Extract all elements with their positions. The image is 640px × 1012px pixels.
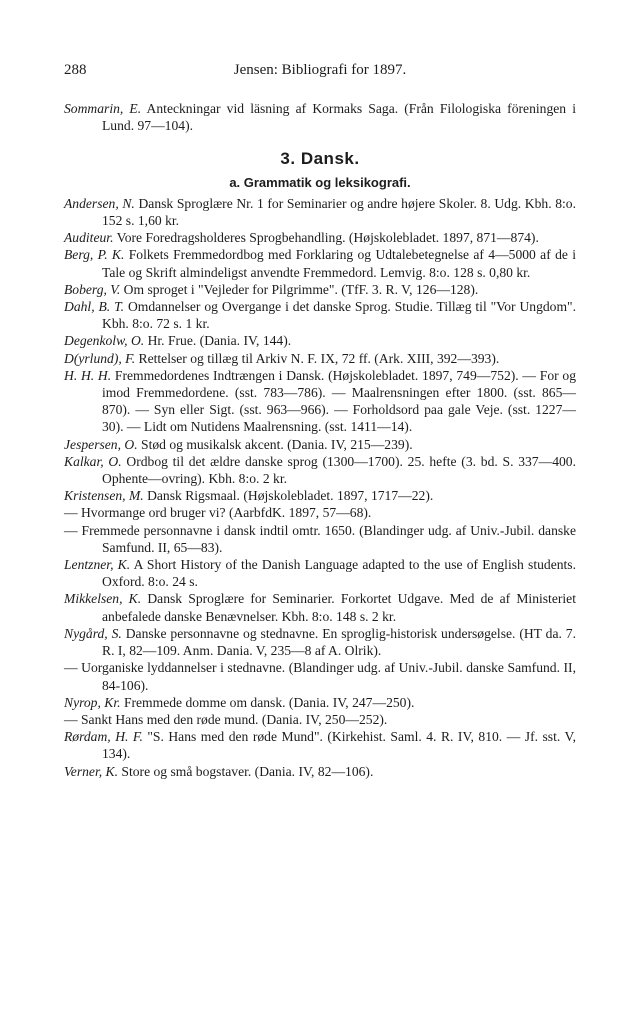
bibliography-entry <box>64 436 576 453</box>
bibliography-entry <box>64 350 576 367</box>
entry-text: Rettelser og tillæg til Arkiv N. F. IX, 72 ff. (Ark. XIII, 392—393). <box>138 350 500 366</box>
entry-text: — Uorganiske lyddannelser i stednavne. (Blandinger udg. af Univ.-Jubil. danske Samfund. II, 84-106). <box>64 660 576 693</box>
bibliography-entry <box>64 246 576 280</box>
entry-author: Sommarin, E. <box>64 101 142 116</box>
bibliography-entry <box>64 504 576 521</box>
bibliography-entry <box>64 100 576 134</box>
running-title: Jensen: Bibliografi for 1897. <box>233 62 407 78</box>
entry-text: A Short History of the Danish Language adapted to the use of English students. Oxford. 8:o. 24 s. <box>102 557 576 590</box>
bibliography-entry <box>64 298 576 332</box>
entry-text: Anteckningar vid läsning af Kormaks Saga. (Från Filologiska föreningen i Lund. 97—104). <box>102 101 576 134</box>
entry-text: Om sproget i "Vejleder for Pilgrimme". (TfF. 3. R. V, 126—128). <box>123 281 479 297</box>
entry-author: Berg, P. K. <box>64 247 125 263</box>
entry-author: Jespersen, O. <box>64 436 138 452</box>
entry-text: Vore Foredragsholderes Sprogbehandling. (Højskolebladet. 1897, 871—874). <box>116 230 539 246</box>
entry-author: Andersen, N. <box>64 195 135 211</box>
bibliography-entry <box>64 711 576 728</box>
intro-entries <box>64 100 576 134</box>
entry-text: Dansk Sproglære for Seminarier. Forkortet Udgave. Med de af Ministeriet anbefalede danske Benævnelser. Kbh. 8:o. 148 s. 2 kr. <box>102 591 576 624</box>
entry-author: Kristensen, M. <box>64 488 144 504</box>
entry-author: Mikkelsen, K. <box>64 591 142 607</box>
entry-author: Nyrop, Kr. <box>64 694 121 710</box>
entry-text: Stød og musikalsk akcent. (Dania. IV, 215—239). <box>141 436 413 452</box>
entry-text: Ordbog til det ældre danske sprog (1300—1700). 25. hefte (3. bd. S. 337—400. Ophente—ovring). Kbh. 8:o. 2 kr. <box>102 453 576 487</box>
entry-text: Fremmede domme om dansk. (Dania. IV, 247—250). <box>123 694 415 710</box>
entry-text: Hr. Frue. (Dania. IV, 144). <box>147 333 292 349</box>
entry-text: Dansk Rigsmaal. (Højskolebladet. 1897, 1717—22). <box>147 488 434 504</box>
bibliography-entry <box>64 556 576 590</box>
entry-author: Boberg, V. <box>64 281 121 297</box>
entry-author: Degenkolw, O. <box>64 333 145 349</box>
section-title: 3. Dansk. <box>280 149 360 169</box>
entry-author: Nygård, S. <box>64 625 122 641</box>
entry-text: Store og små bogstaver. (Dania. IV, 82—106). <box>121 763 374 779</box>
bibliography-entry <box>64 728 576 762</box>
bibliography-entry <box>64 625 576 659</box>
subsection-title: a. Grammatik og leksikografi. <box>229 174 411 190</box>
page-number: 288 <box>64 62 87 78</box>
bibliography-entry <box>64 229 576 246</box>
entry-text: Omdannelser og Overgange i det danske Sprog. Studie. Tillæg til "Vor Ungdom". Kbh. 8:o. 72 s. 1 kr. <box>102 299 576 332</box>
bibliography-entry <box>64 281 576 298</box>
bibliography-entries <box>64 195 576 780</box>
page-content <box>64 100 576 780</box>
entry-author: Lentzner, K. <box>64 557 131 573</box>
entry-text: Folkets Fremmedordbog med Forklaring og Udtalebetegnelse af 4—5000 af de i Tale og Skrift almindeligst anvendte Fremmedord. Lemvig. 8:o. 128 s. 0,80 kr. <box>102 247 577 280</box>
entry-author: D(yrlund), F. <box>64 350 136 366</box>
bibliography-entry <box>64 763 576 780</box>
entry-author: Dahl, B. T. <box>64 299 125 315</box>
entry-text: — Fremmede personnavne i dansk indtil omtr. 1650. (Blandinger udg. af Univ.-Jubil. danske Samfund. II, 65—83). <box>64 522 576 555</box>
bibliography-entry <box>64 195 576 229</box>
bibliography-entry <box>64 590 576 624</box>
bibliography-entry <box>64 487 576 504</box>
entry-text: "S. Hans med den røde Mund". (Kirkehist. Saml. 4. R. IV, 810. — Jf. sst. V, 134). <box>102 729 576 762</box>
entry-author: Verner, K. <box>64 763 118 779</box>
entry-author: Rørdam, H. F. <box>64 729 143 745</box>
entry-author: Kalkar, O. <box>64 453 122 469</box>
bibliography-entry <box>64 522 576 556</box>
entry-author: H. H. H. <box>64 367 112 383</box>
entry-author: Auditeur. <box>64 230 114 246</box>
bibliography-entry <box>64 367 576 436</box>
page-header <box>64 62 576 86</box>
entry-text: Fremmedordenes Indtrængen i Dansk. (Højskolebladet. 1897, 749—752). — For og imod Fremmedordene. (sst. 783—786). — Maalrensningen efter 1800. (sst. 865—870). — Syn eller Sigt. (sst. 963—966). — Forholdsord paa gale Veje. (sst. 1227—30). — Lidt om Nutidens Maalrensning. (sst. 1411—14). <box>102 367 576 435</box>
bibliography-entry <box>64 453 576 487</box>
bibliography-entry <box>64 694 576 711</box>
entry-text: Danske personnavne og stednavne. En sproglig-historisk undersøgelse. (HT da. 7. R. I, 82—109. Anm. Dania. V, 235—8 af A. Olrik). <box>102 625 576 659</box>
entry-text: Dansk Sproglære Nr. 1 for Seminarier og andre højere Skoler. 8. Udg. Kbh. 8:o. 152 s. 1,60 kr. <box>102 195 577 229</box>
entry-text: — Hvormange ord bruger vi? (AarbfdK. 1897, 57—68). <box>64 505 372 521</box>
bibliography-entry <box>64 659 576 693</box>
bibliography-entry <box>64 332 576 349</box>
entry-text: — Sankt Hans med den røde mund. (Dania. IV, 250—252). <box>64 711 388 727</box>
